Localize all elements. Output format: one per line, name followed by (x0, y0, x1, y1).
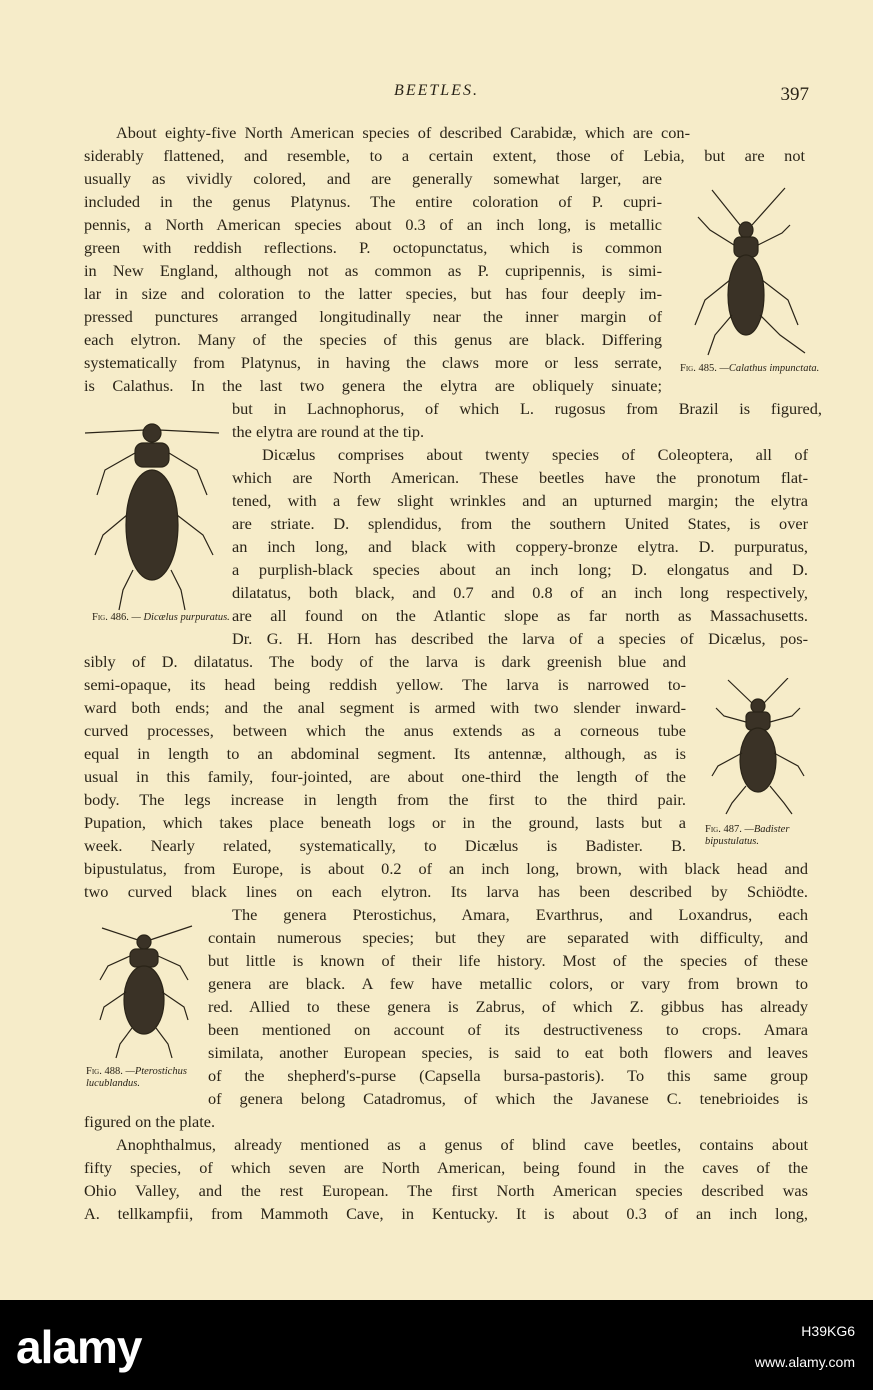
caption-fig-486: Fig. 486. — Dicælus purpuratus. (92, 612, 230, 623)
text-line: in New England, although not as common as P. cupripennis, is simi- (84, 261, 662, 280)
text-line: of genera belong Catadromus, of which the Javanese C. tenebrioides is (208, 1089, 808, 1108)
text-line: fifty species, of which seven are North American, being found in the caves of the (84, 1158, 808, 1177)
alamy-logo: alamy (16, 1321, 142, 1373)
caption-fig-488: Fig. 488. —Pterostichus lucublandus. (86, 1066, 187, 1089)
text-line: sibly of D. dilatatus. The body of the larva is dark greenish blue and (84, 652, 686, 671)
text-line: The genera Pterostichus, Amara, Evarthrus, and Loxandrus, each (232, 905, 808, 924)
image-id: H39KG6 (801, 1323, 855, 1339)
text-line: A. tellkampfii, from Mammoth Cave, in Kentucky. It is about 0.3 of an inch long, (84, 1204, 808, 1223)
text-line: ward both ends; and the anal segment is armed with two slender inward- (84, 698, 686, 717)
text-line: bipustulatus, from Europe, is about 0.2 of an inch long, brown, with black head and (84, 859, 808, 878)
text-line: pennis, a North American species about 0.3 of an inch long, is metallic (84, 215, 662, 234)
text-line: but little is known of their life history. Most of the species of these (208, 951, 808, 970)
text-line: Ohio Valley, and the rest European. The first North American species described was (84, 1181, 808, 1200)
text-line: contain numerous species; but they are separated with difficulty, and (208, 928, 808, 947)
text-line: usual in this family, four-jointed, are about one-third the length of the (84, 767, 686, 786)
text-line: tened, with a few slight wrinkles and an upturned margin; the elytra (232, 491, 808, 510)
text-line: dilatatus, both black, and 0.7 and 0.8 of an inch long respectively, (232, 583, 808, 602)
caption-fig-487: Fig. 487. —Badister bipustulatus. (705, 824, 790, 847)
text-line: usually as vividly colored, and are generally somewhat larger, are (84, 169, 662, 188)
text-line: systematically from Platynus, in having the claws more or less serrate, (84, 353, 662, 372)
text-line: which are North American. These beetles have the pronotum flat- (232, 468, 808, 487)
text-line: pressed punctures arranged longitudinally near the inner margin of (84, 307, 662, 326)
text-line: similata, another European species, is said to eat both flowers and leaves (208, 1043, 808, 1062)
running-title: BEETLES. (394, 82, 479, 99)
text-line: week. Nearly related, systematically, to Dicælus is Badister. B. (84, 836, 686, 855)
text-line: included in the genus Platynus. The entire coloration of P. cupri- (84, 192, 662, 211)
text-line: of the shepherd's-purse (Capsella bursa-pastoris). To this same group (208, 1066, 808, 1085)
text-line: two curved black lines on each elytron. Its larva has been described by Schiödte. (84, 882, 808, 901)
text-line: a purplish-black species about an inch long; D. elongatus and D. (232, 560, 808, 579)
text-line: siderably flattened, and resemble, to a certain extent, those of Lebia, but are not (84, 146, 805, 165)
text-line: green with reddish reflections. P. octopunctatus, which is common (84, 238, 662, 257)
text-line: been mentioned on account of its destructiveness to crops. Amara (208, 1020, 808, 1039)
text-line: an inch long, and black with coppery-bronze elytra. D. purpuratus, (232, 537, 808, 556)
text-line: Dicælus comprises about twenty species of Coleoptera, all of (262, 445, 808, 464)
text-line: semi-opaque, its head being reddish yellow. The larva is narrowed to- (84, 675, 686, 694)
text-line: Pupation, which takes place beneath logs or in the ground, lasts but a (84, 813, 686, 832)
beetle-figure-486 (85, 415, 220, 615)
text-line: genera are black. A few have metallic colors, or vary from brown to (208, 974, 808, 993)
text-line: each elytron. Many of the species of this genus are black. Differing (84, 330, 662, 349)
text-line: Anophthalmus, already mentioned as a genus of blind cave beetles, contains about (116, 1135, 808, 1154)
watermark-bar (0, 1300, 873, 1390)
text-line: lar in size and coloration to the latter species, but has four deeply im- (84, 284, 662, 303)
caption-fig-485: Fig. 485. —Calathus impunctata. (680, 363, 820, 374)
beetle-figure-485 (690, 185, 810, 360)
text-line: but in Lachnophorus, of which L. rugosus from Brazil is figured, (232, 399, 822, 418)
text-line: curved processes, between which the anus extends as a corneous tube (84, 721, 686, 740)
text-line: is Calathus. In the last two genera the elytra are obliquely sinuate; (84, 376, 662, 395)
text-line: About eighty-five North American species of described Carabidæ, which are con- (116, 123, 690, 142)
beetle-figure-487 (708, 678, 808, 818)
text-line: equal in length to an abdominal segment. Its antennæ, although, as is (84, 744, 686, 763)
text-line: body. The legs increase in length from the first to the third pair. (84, 790, 686, 809)
beetle-figure-488 (92, 922, 197, 1062)
text-line: the elytra are round at the tip. (232, 422, 425, 441)
text-line: are striate. D. splendidus, from the southern United States, is over (232, 514, 808, 533)
text-line: figured on the plate. (84, 1112, 216, 1131)
page-number: 397 (780, 84, 809, 105)
text-line: red. Allied to these genera is Zabrus, of which Z. gibbus has already (208, 997, 808, 1016)
watermark-url: www.alamy.com (754, 1354, 855, 1370)
text-line: Dr. G. H. Horn has described the larva of a species of Dicælus, pos- (232, 629, 808, 648)
text-line: are all found on the Atlantic slope as far north as Massachusetts. (232, 606, 808, 625)
